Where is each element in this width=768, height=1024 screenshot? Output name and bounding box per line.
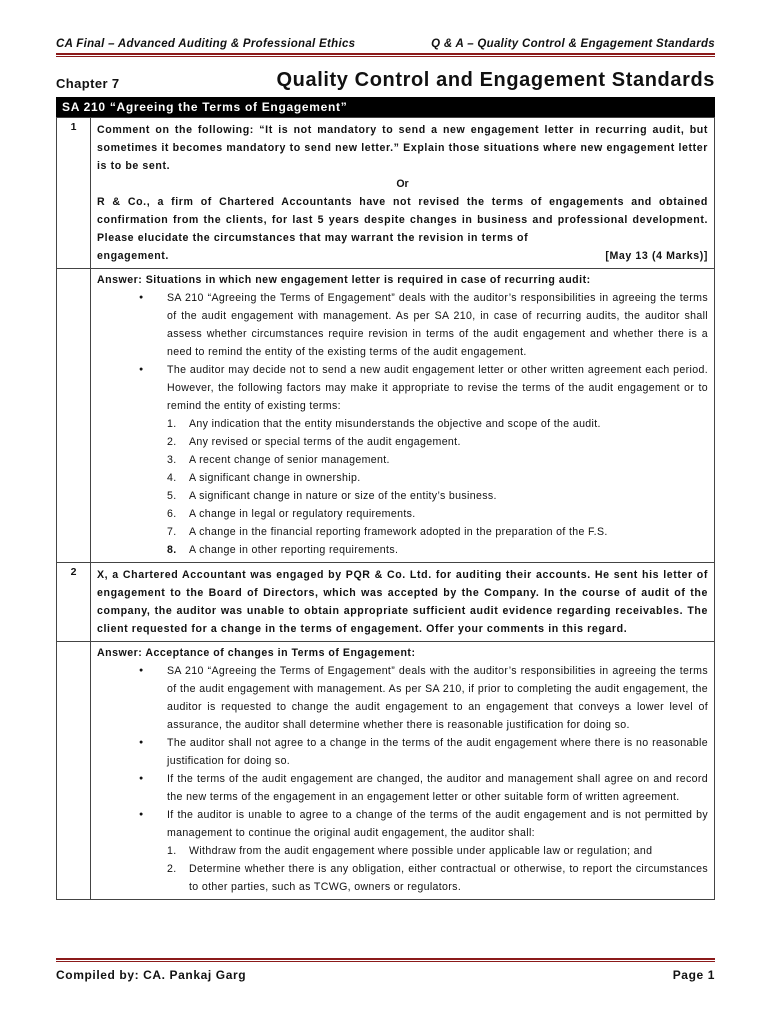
bullet-text: SA 210 “Agreeing the Terms of Engagement” deals with the auditor’s responsibilities in agreeing the terms of the audit engagement with management. As per SA 210, in case of recurring audits, the auditor shall assess whether circumstances require revision in terms of the audit engagement and whether there is a need to remind the entity of the existing terms of the audit engagement.: [167, 292, 708, 358]
list-item: 6. A change in legal or regulatory requirements.: [167, 508, 416, 520]
list-item: 7. A change in the financial reporting framework adopted in the preparation of the F.S.: [167, 526, 608, 538]
page-footer: [56, 958, 715, 982]
bullet-text: The auditor shall not agree to a change in the terms of the audit engagement where there is no reasonable justification for doing so.: [167, 737, 708, 767]
list-item: 8. A change in other reporting requirements.: [167, 544, 399, 556]
answer-bullets: [139, 289, 708, 559]
answer-cell: [91, 269, 715, 563]
bullet-point: [139, 770, 708, 806]
chapter-heading: [56, 69, 715, 91]
bullet-text: If the terms of the audit engagement are changed, the auditor and management shall agree on and record the new terms of the engagement in an engagement letter or other suitable form of written agreement.: [167, 773, 708, 803]
section-title-bar: SA 210 “Agreeing the Terms of Engagement”: [56, 97, 715, 117]
compiler-credit: Compiled by: CA. Pankaj Garg: [56, 968, 247, 982]
answer-number-cell: [57, 642, 91, 900]
action-list: [167, 842, 708, 896]
answer-bullets: [139, 662, 708, 896]
running-header: [56, 38, 715, 53]
list-item: 1. Any indication that the entity misunderstands the objective and scope of the audit.: [167, 418, 601, 430]
list-item: 2. Determine whether there is any obligation, either contractual or otherwise, to report the circumstances to other parties, such as TCWG, owners or regulators.: [167, 863, 708, 893]
question-text-end: engagement.: [97, 250, 169, 262]
bullet-point: [139, 361, 708, 559]
question-text-cell: [91, 118, 715, 269]
chapter-title: Quality Control and Engagement Standards: [276, 69, 715, 91]
qa-table: [56, 117, 715, 900]
answer-heading: Answer: Situations in which new engagement letter is required in case of recurring audit:: [97, 274, 591, 286]
list-item: 4. A significant change in ownership.: [167, 472, 361, 484]
list-item: 2. Any revised or special terms of the audit engagement.: [167, 436, 461, 448]
question-text-alt: R & Co., a firm of Chartered Accountants have not revised the terms of engagements and obtained confirmation from the clients, for last 5 years despite changes in business and professional development. Please elucidate the circumstances that may warrant the revision in terms of: [97, 196, 708, 244]
page-content: [56, 38, 715, 900]
answer-heading: Answer: Acceptance of changes in Terms of Engagement:: [97, 647, 416, 659]
answer-row: [57, 269, 715, 563]
question-number: 1: [57, 118, 91, 269]
bullet-point: [139, 806, 708, 896]
list-item: 1. Withdraw from the audit engagement where possible under applicable law or regulation; and: [167, 845, 653, 857]
bullet-point: [139, 734, 708, 770]
question-text-cell: [91, 563, 715, 642]
answer-row: [57, 642, 715, 900]
question-row: [57, 563, 715, 642]
list-item: 3. A recent change of senior management.: [167, 454, 390, 466]
bullet-text: SA 210 “Agreeing the Terms of Engagement” deals with the auditor’s responsibilities in agreeing the terms of the audit engagement with management. As per SA 210, if prior to completing the audit engagement, the auditor is requested to change the audit engagement to an engagement that conveys a lower level of assurance, the auditor shall determine whether there is reasonable justification for doing so.: [167, 665, 708, 731]
header-rule: [56, 53, 715, 57]
list-item: 5. A significant change in nature or size of the entity’s business.: [167, 490, 497, 502]
question-marks-line: [97, 247, 708, 265]
answer-number-cell: [57, 269, 91, 563]
question-row: [57, 118, 715, 269]
chapter-label: Chapter 7: [56, 76, 120, 91]
question-or: Or: [396, 178, 409, 190]
answer-cell: [91, 642, 715, 900]
header-course-title: CA Final – Advanced Auditing & Professional Ethics: [56, 38, 356, 50]
page-number: Page 1: [672, 968, 715, 982]
bullet-text: If the auditor is unable to agree to a change of the terms of the audit engagement and is not permitted by management to continue the original audit engagement, the auditor shall:: [167, 809, 708, 839]
footer-row: [56, 962, 715, 982]
bullet-text: The auditor may decide not to send a new audit engagement letter or other written agreement each period. However, the following factors may make it appropriate to revise the terms of the audit engagement or to remind the entity of existing terms:: [167, 364, 708, 412]
marks-reference: [May 13 (4 Marks)]: [605, 250, 708, 262]
bullet-point: [139, 662, 708, 734]
header-topic-title: Q & A – Quality Control & Engagement Standards: [431, 38, 715, 50]
factor-list: [167, 415, 708, 559]
question-number: 2: [57, 563, 91, 642]
question-text: Comment on the following: “It is not mandatory to send a new engagement letter in recurring audit, but sometimes it becomes mandatory to send new letter.” Explain those situations where new engagement letter is to be sent.: [97, 124, 708, 172]
question-text: X, a Chartered Accountant was engaged by PQR & Co. Ltd. for auditing their accounts. He sent his letter of engagement to the Board of Directors, which was accepted by the Company. In the course of audit of the company, the auditor was unable to obtain appropriate sufficient audit evidence regarding receivables. The client requested for a change in the terms of engagement. Offer your comments in this regard.: [97, 569, 708, 635]
bullet-point: [139, 289, 708, 361]
